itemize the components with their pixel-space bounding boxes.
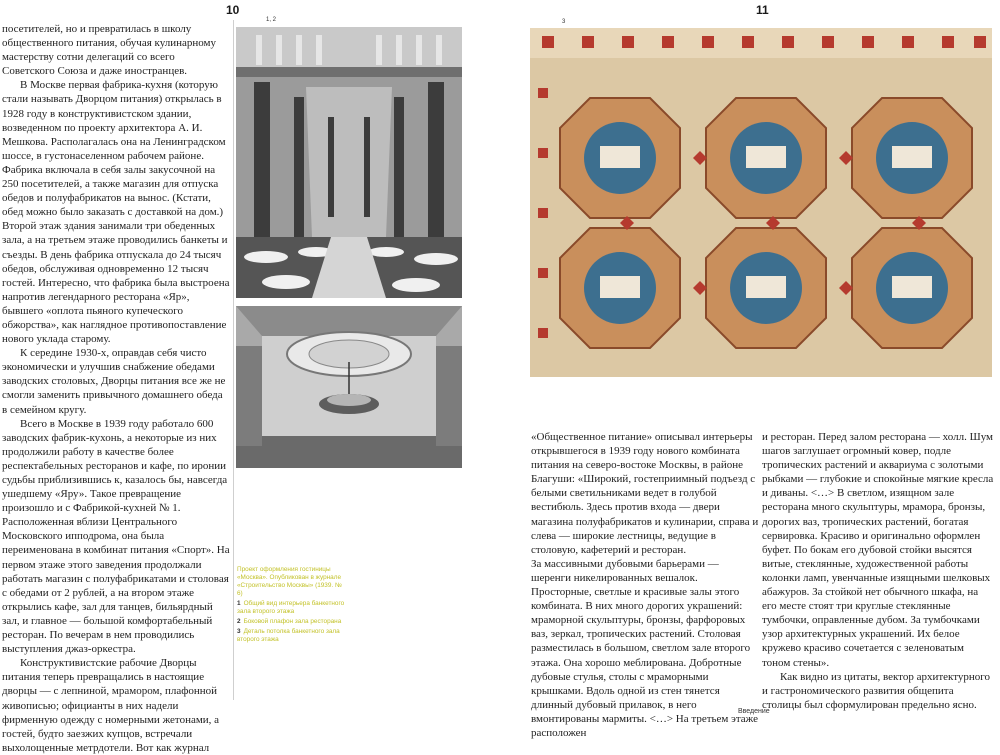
caption-item — [237, 618, 349, 626]
figure-caption — [237, 566, 349, 646]
caption-intro: Проект оформления гостиницы «Москва». Опубликован в журнале «Строительство Москвы» (1939. № 6) — [237, 566, 342, 597]
paragraph: Как видно из цитаты, вектор архитектурного и гастрономического развития общепита столицы был сформулирован предельно ясно. — [762, 670, 991, 711]
caption-item — [237, 628, 349, 644]
caption-number: 2 — [237, 618, 241, 625]
paragraph: «Общественное питание» описывал интерьеры открывшегося в 1939 году нового комбината питания на северо-востоке Москвы, в районе Благуши: «Широкий, гостеприимный подъезд с белыми светильниками ведет в голубой вестибюль. Здесь против входа — двери магазина полуфабрикатов и кулинарии, справа и слева — широкие лестницы, ведущие в столовую, кафетерий и ресторан. — [531, 431, 759, 556]
section-footer: Введение — [738, 708, 770, 715]
middle-text-column — [531, 430, 759, 740]
ceiling-chandelier-photo — [236, 306, 462, 468]
paragraph: В Москве первая фабрика-кухня (которую стали называть Дворцом питания) открылась в 1928 году в конструктивистском здании, возведенном по проекту архитектора А. И. Мешкова. Располагалась она на Ленинградском шоссе, в густонаселенном рабочем районе. Фабрика включала в себя залы закусочной на 250 посетителей, а также магазин для отпуска обедов и полуфабрикатов на вынос. (Кстати, обед можно было заказать с доставкой на дом.) Второй этаж здания занимали три обеденных зала, а на третьем этаже проводились банкеты и съезды. В день фабрика отпускала до 24 тысяч обедов, обслуживая одновременно 12 тысяч гостей. Интересно, что фабрика была выстроена напротив легендарного ресторана «Яр», бывшего «оплота пьяного купеческого обжорства», как наглядное противопоставление нового уклада старому. — [2, 79, 230, 346]
page-number-left: 10 — [226, 3, 240, 17]
paragraph: Конструктивистские рабочие Дворцы питания теперь превращались в настоящие дворцы — с лепниной, мрамором, плафонной живописью; официанты в них надели фирменную одежду с номерными жетонами, а гостей, будто заезжих купцов, встречали выхолощенные метрдотели. Вот как журнал — [2, 657, 220, 754]
paragraph: и ресторан. Перед залом ресторана — холл. Шум шагов заглушает огромный ковер, подле тропических растений и аквариума с золотыми рыбками — глубокие и спокойные мягкие кресла и диваны. <…> В светлом, изящном зале ресторана много скульптуры, мрамора, бронзы, дорогих ваз, тропических растений, богатая сервировка. Красиво и оригинально оформлен буфет. По бокам его дубовой стойки высятся витые, стеклянные, художественной работы колонки ламп, увенчанные изящными шелковых абажуров. За стойкой нет обычного шкафа, на его месте стоят три круглые стеклянные тумбочки, оправленные дубом. За тумбочками узор архитектурных украшений. Их белое кружево красиво сочетается с зеленоватым тоном стены». — [762, 431, 994, 669]
paragraph: К середине 1930-х, оправдав себя чисто экономически и улучшив снабжение обедами заводских столовых, Дворцы питания все же не смогли заменить привычного домашнего обеда в семейном кругу. — [2, 347, 226, 416]
ceiling-plafond-illustration — [530, 28, 992, 377]
figure-tag-3: 3 — [562, 19, 566, 25]
left-text-column — [2, 22, 230, 755]
caption-number: 3 — [237, 628, 241, 635]
paragraph: посетителей, но и превратилась в школу общественного питания, обучая кулинарному мастерству сотни делегаций со всего Советского Союза и даже иностранцев. — [2, 23, 217, 78]
page-number-right: 11 — [756, 3, 769, 17]
caption-text: Боковой плафон зала ресторана — [243, 618, 342, 625]
figure-tag-1-2: 1, 2 — [266, 17, 277, 23]
paragraph: За массивными дубовыми барьерами — шеренги никелированных вешалок. Просторные, светлые и красивые залы этого комбината. В них много дорогих украшений: мраморной скульптуры, бронзы, фарфоровых ваз, зеркал, тропических растений. Столовая разместилась в большом, светлом зале второго этажа. Она хорошо меблирована. Добротные дубовые стулья, столы с мраморными крышками. Вдоль одной из стен тянется длинный дубовый прилавок, в него вмонтированы мармиты. <…> На третьем этаже расположен — [531, 557, 759, 739]
caption-item — [237, 600, 349, 616]
paragraph: Всего в Москве в 1939 году работало 600 заводских фабрик-кухонь, а некоторые из них продолжили работу в качестве более респектабельных ресторанов и кафе, по иронии судьбы приблизившись к, казалось бы, навсегда ушедшему «Яру». Такое превращение произошло и с Фабрикой-кухней № 1. Расположенная вблизи Центрального Московского ипподрома, она была переименована в комбинат питания «Спорт». На первом этаже этого заведения продолжали работать магазин с полуфабрикатами и столовая с обедами от 2 рублей, а на втором этаже открылись кафе, зал для танцев, бильярдный зал, и главное — большой комфортабельный ресторан. По вечерам в нем проводились выступления джаз-оркестра. — [2, 417, 230, 656]
caption-text: Деталь потолка банкетного зала второго этажа — [237, 628, 340, 643]
caption-number: 1 — [237, 600, 241, 607]
banquet-hall-photo — [236, 27, 462, 298]
column-divider — [233, 20, 234, 700]
right-text-column — [762, 430, 994, 712]
caption-text: Общий вид интерьера банкетного зала второго этажа — [237, 600, 345, 615]
